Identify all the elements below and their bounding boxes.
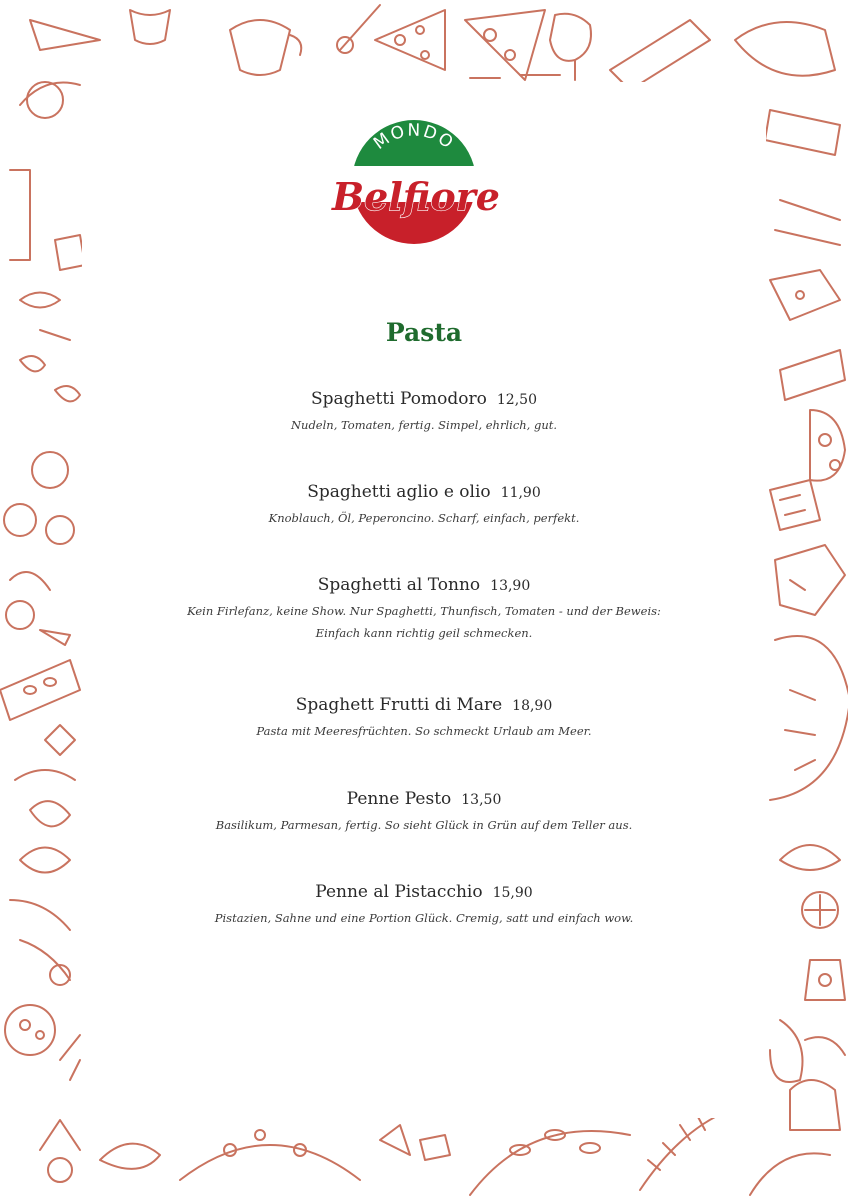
menu-item-head	[120, 787, 728, 812]
menu-item-description: Pistazien, Sahne und eine Portion Glück. Cremig, satt und einfach wow.	[214, 911, 634, 925]
logo-top-word: MONDO	[370, 120, 459, 154]
menu-item-name: Spaghetti aglio e olio	[307, 482, 491, 502]
section-title: Pasta	[385, 318, 463, 347]
menu-item-price: 11,90	[500, 485, 541, 501]
belfiore-logo	[328, 118, 500, 252]
menu-item	[120, 480, 728, 529]
menu-item-price: 13,50	[461, 792, 502, 808]
menu-item-description: Nudeln, Tomaten, fertig. Simpel, ehrlich, gut.	[290, 418, 558, 432]
menu-item-name: Spaghetti Pomodoro	[311, 389, 487, 409]
menu-item-description: Kein Firlefanz, keine Show. Nur Spaghetti, Thunfisch, Tomaten - und der Beweis: Einfach kann richtig geil schmecken.	[187, 604, 661, 640]
menu-item-head	[120, 387, 728, 412]
menu-item	[120, 787, 728, 836]
menu-item-name: Penne al Pistacchio	[315, 882, 483, 902]
menu-item-price: 15,90	[492, 885, 533, 901]
menu-item-head	[120, 480, 728, 505]
logo-script-word: Belfiore	[332, 174, 500, 219]
menu-item-name: Spaghetti al Tonno	[317, 575, 481, 595]
menu-item-price: 12,50	[496, 392, 537, 408]
menu-item	[120, 880, 728, 929]
menu-item-head	[120, 693, 728, 718]
menu-item-name: Penne Pesto	[346, 789, 452, 809]
menu-item-price: 13,90	[490, 578, 531, 594]
menu-item-head	[120, 880, 728, 905]
menu-item-head	[120, 573, 728, 598]
menu-item	[120, 387, 728, 436]
menu-item	[120, 573, 728, 644]
menu-item-name: Spaghett Frutti di Mare	[295, 695, 503, 715]
menu-item-description: Basilikum, Parmesan, fertig. So sieht Glück in Grün auf dem Teller aus.	[215, 818, 633, 832]
menu-item-price: 18,90	[512, 698, 553, 714]
menu-item-description: Pasta mit Meeresfrüchten. So schmeckt Urlaub am Meer.	[256, 724, 592, 738]
menu-item-description: Knoblauch, Öl, Peperoncino. Scharf, einfach, perfekt.	[268, 511, 580, 525]
menu-item	[120, 693, 728, 742]
